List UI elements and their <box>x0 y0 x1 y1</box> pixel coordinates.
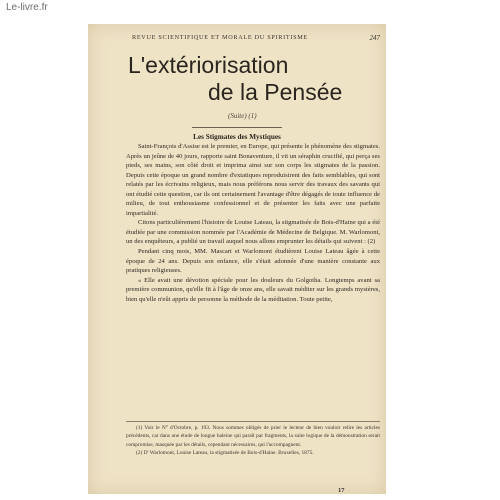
section-heading: Les Stigmates des Mystiques <box>193 133 281 141</box>
document-page <box>88 24 386 494</box>
running-head <box>132 34 380 41</box>
footnote: (2) D' Warlomont, Louise Lateau, la stigmatisée de Bois-d'Haine. Bruxelles, 1875. <box>136 449 314 456</box>
article-title-line-2: de la Pensée <box>208 79 343 105</box>
article-title-line-1: L'extériorisation <box>128 52 289 78</box>
footnotes <box>126 424 380 457</box>
paragraph: Citons particulièrement l'histoire de Louise Lateau, la stigmatisée de Bois-d'Haine qui a été étudiée par une commission nommée par l'Académie de Médecine de Belgique. M. Warlomont, un des enquêteurs, a publié un travail auquel nous allons emprunter les détails qui suivent : (2) <box>126 219 380 246</box>
article-suite-note: (Suite) (1) <box>228 112 257 120</box>
running-head-text: REVUE SCIENTIFIQUE ET MORALE DU SPIRITISME <box>132 34 308 41</box>
page-number: 247 <box>369 34 380 42</box>
printer-signature-mark: 17 <box>338 487 345 494</box>
footnote: (1) Voir le N° d'Octobre, p. 193. Nous sommes obligés de prier le lecteur de bien vouloir relire les articles précédents, car dans une étude de longue haleine qui paraît par fragments, la suite logique de la démonstration serait compromise, masquée par les détails, cependant nécessaires, qui l'accompagnent. <box>126 425 380 448</box>
footnote-divider <box>126 421 380 422</box>
watermark-text: Le-livre.fr <box>6 2 48 13</box>
paragraph: Saint-François d'Assise est le premier, en Europe, qui présente le phénomène des stigmates. Après un jeûne de 40 jours, rapporte saint Bonaventure, il vit un séraphin crucifié, qui perça ses pieds, ses mains, son côté droit et imprima ainsi sur son corps les stigmates de la passion. Depuis cette époque un grand nombre d'extatiques reproduisirent des faits semblables, qui sont relatés par les écrivains religieux, mais nous préférons nous servir des travaux des savants qui ont étudié cette question, car ils ont certainement l'avantage d'être dégagés de toute influence de milieu, de tout enthousiasme confessionnel et de présenter les faits avec une parfaite impartialité. <box>126 143 380 217</box>
article-body <box>126 142 380 304</box>
title-divider <box>192 127 282 128</box>
paragraph: « Elle avait une dévotion spéciale pour les douleurs du Golgotha. Longtemps avant sa première communion, qu'elle fit à l'âge de onze ans, elle savait méditer sur les grands mystères, bien qu'elle n'eût appris de personne la méthode de la méditation. Toute petite, <box>126 276 380 303</box>
paragraph: Pendant cinq mois, MM. Mascart et Warlomont étudièrent Louise Lateau âgée à cette époque de 24 ans. Depuis son enfance, elle s'était adonnée d'une manière constante aux pratiques religieuses. <box>126 248 380 275</box>
